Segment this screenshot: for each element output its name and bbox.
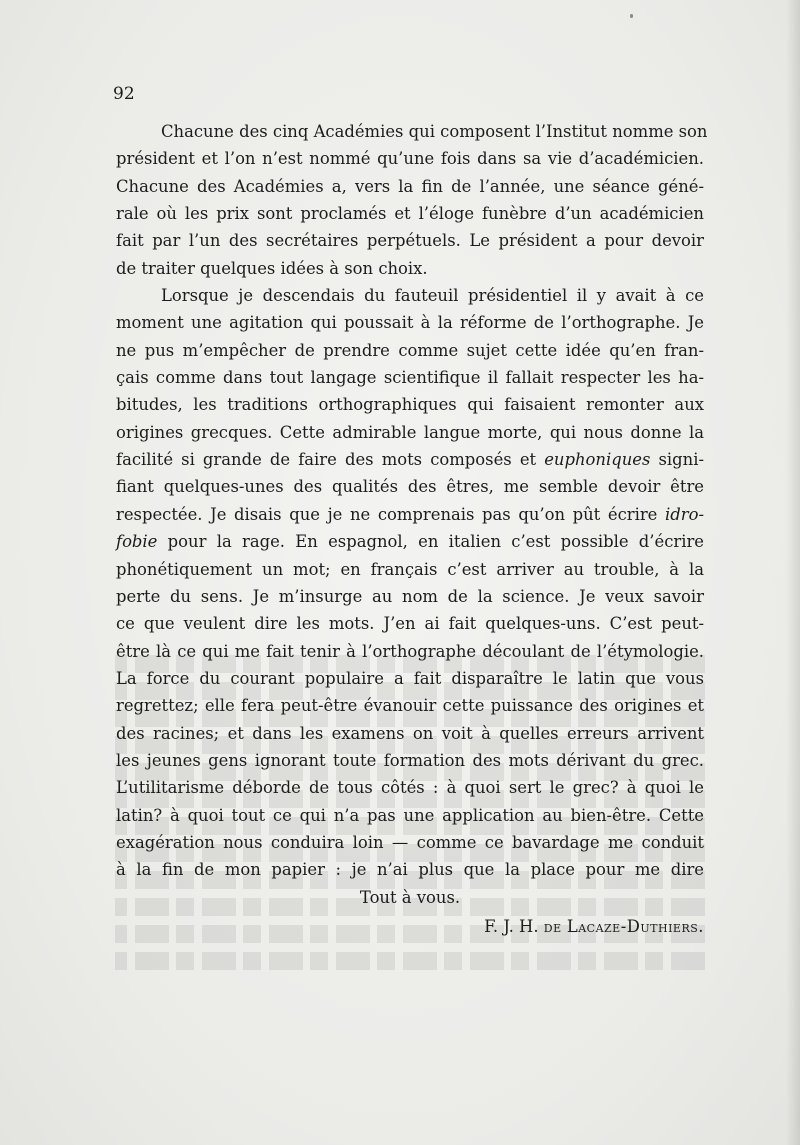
line-text: La force du courant populaire a fait disparaître le latin que vous [116,668,704,688]
line-text: perte du sens. Je m’insurge au nom de la science. Je veux savoir [116,586,704,606]
text-line [116,583,704,610]
line-text: moment une agitation qui poussait à la réforme de l’orthographe. Je [116,313,704,333]
text-line [116,364,704,391]
text-line [116,610,704,637]
line-text: signi- [658,450,704,470]
text-line [116,391,704,418]
line-text: respectée. Je disais que je ne comprenais pas qu’on pût écrire [116,504,658,524]
line-text: Chacune des Académies a, vers la fin de l’année, une séance géné- [116,176,704,196]
line-text: fiant quelques-unes des qualités des êtres, me semble devoir être [116,477,704,497]
text-line [116,692,704,719]
text-line [116,638,704,665]
italic-word: euphoniques [544,450,651,470]
text-line [116,802,704,829]
signature [116,913,704,940]
text-line [116,720,704,747]
line-text: phonétiquement un mot; en français c’est arriver au trouble, à la [116,559,704,579]
text-line [116,665,704,692]
signature-particle: de [543,916,562,936]
line-text: les jeunes gens ignorant toute formation des mots dérivant du grec. [116,750,704,770]
text-line [116,309,704,336]
text-line [116,118,708,145]
line-text: L’utilitarisme déborde de tous côtés : à quoi sert le grec? à quoi le [116,778,704,798]
paragraphs [116,118,708,884]
page-number: 92 [113,84,135,104]
text-line [116,173,704,200]
page-edge-shadow [786,0,800,1145]
text-line [116,501,704,528]
text-line [116,419,704,446]
line-text: ne pus m’empêcher de prendre comme sujet cette idée qu’en fran- [116,340,704,360]
italic-word: fobie [116,532,158,552]
text-line [116,528,704,555]
text-line [116,774,704,801]
text-line [116,227,704,254]
text-line [116,747,704,774]
text-line [116,255,704,282]
line-text: ce que veulent dire les mots. J’en ai fait quelques-uns. C’est peut- [116,614,704,634]
line-text: origines grecques. Cette admirable langue morte, qui nous donne la [116,422,704,442]
line-text: regrettez; elle fera peut-être évanouir cette puissance des origines et [116,696,704,716]
line-text: Lorsque je descendais du fauteuil présidentiel il y avait à ce [161,286,704,306]
line-text: de traiter quelques idées à son choix. [116,258,428,278]
text-line [116,856,704,883]
text-line [116,282,704,309]
line-text: facilité si grande de faire des mots composés et [116,450,537,470]
line-text: pour la rage. En espagnol, en italien c’est possible d’écrire [167,532,705,552]
text-line [116,337,704,364]
text-line [116,556,704,583]
line-text: fait par l’un des secrétaires perpétuels. Le président a pour devoir [116,231,704,251]
text-line [116,473,704,500]
line-text: exagération nous conduira loin — comme ce bavardage me conduit [116,832,704,852]
line-text: latin? à quoi tout ce qui n’a pas une application au bien-être. Cette [116,805,704,825]
line-text: rale où les prix sont proclamés et l’éloge funèbre d’un académicien [116,204,704,224]
line-text: à la fin de mon papier : je n’ai plus que la place pour me dire [116,860,704,880]
line-text: président et l’on n’est nommé qu’une fois dans sa vie d’académicien. [116,149,704,169]
signature-surname: Lacaze-Duthiers. [566,916,704,936]
line-text: Chacune des cinq Académies qui composent l’Institut nomme son [161,122,708,141]
text-line [116,829,704,856]
line-text: bitudes, les traditions orthographiques qui faisaient remonter aux [116,395,704,415]
line-text: çais comme dans tout langage scientifique il fallait respecter les ha- [116,368,704,388]
line-text: des racines; et dans les examens on voit à quelles erreurs arrivent [116,723,704,743]
closing-line: Tout à vous. [359,887,461,907]
letter-body [116,118,708,940]
text-line [116,446,704,473]
italic-word: idro- [665,504,704,524]
text-line [116,200,704,227]
signature-initials: F. J. H. [484,916,539,936]
text-line [116,145,704,172]
line-text: être là ce qui me fait tenir à l’orthographe découlant de l’étymologie. [116,641,704,661]
ink-speck [630,14,633,18]
